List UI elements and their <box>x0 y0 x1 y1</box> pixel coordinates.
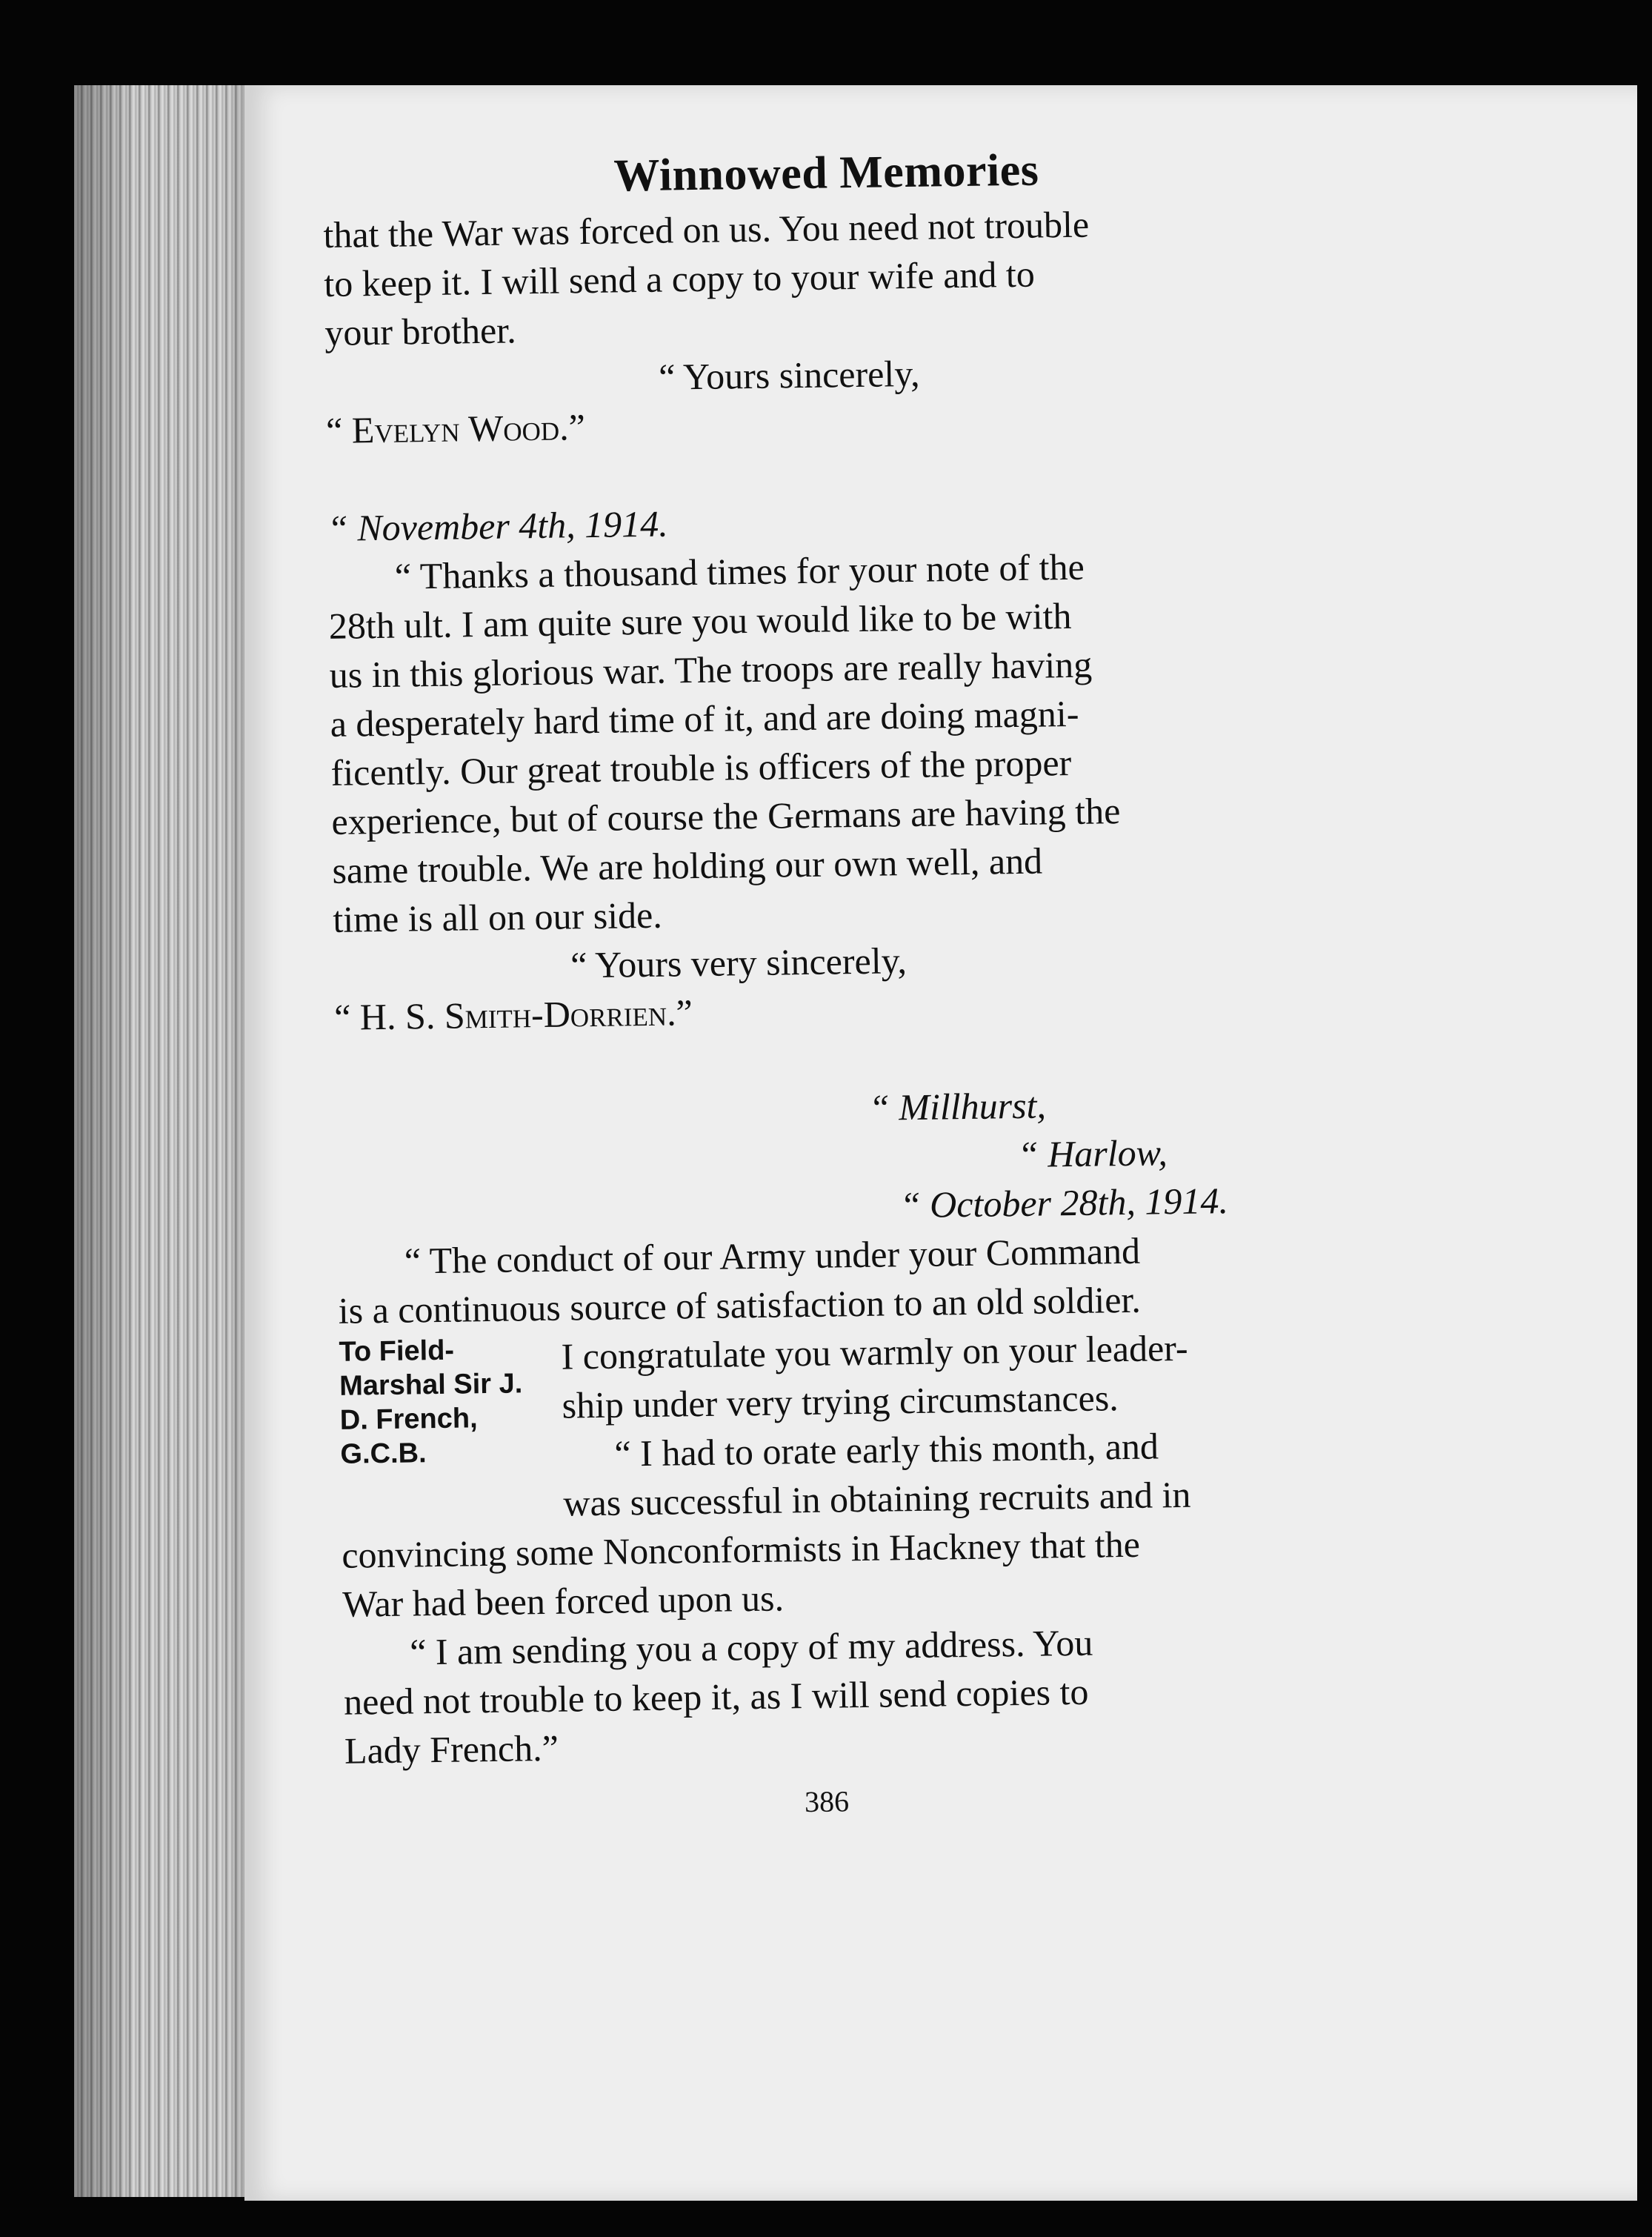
margin-note-block <box>339 1322 1305 1531</box>
text-line: convincing some Nonconformists in Hackney that the <box>341 1523 1141 1576</box>
text-line: time is all on our side. <box>333 894 663 940</box>
running-head: Winnowed Memories <box>613 144 1039 202</box>
text-line: War had been forced upon us. <box>342 1577 785 1625</box>
text-line: experience, but of course the Germans are having the <box>331 790 1121 842</box>
text-line: a desperately hard time of it, and are doing magni- <box>330 692 1079 745</box>
text-line: “ Thanks a thousand times for your note of the <box>394 545 1085 597</box>
text-line: 28th ult. I am quite sure you would like to be with <box>328 594 1072 647</box>
date-text: “ October 28th, 1914. <box>899 1180 1229 1226</box>
margin-note: To Field-Marshal Sir J. D. French, G.C.B. <box>339 1334 523 1470</box>
page-number: 386 <box>804 1784 850 1819</box>
text-line: your brother. <box>324 309 516 353</box>
text-line: is a continuous source of satisfaction to an old soldier. <box>338 1278 1142 1332</box>
address-text: “ Millhurst, <box>868 1084 1047 1129</box>
text-line: same trouble. We are holding our own well, and <box>332 840 1043 891</box>
book-page-edges <box>74 85 252 2197</box>
text-line: was successful in obtaining recruits and in <box>563 1473 1191 1524</box>
text-line: us in this glorious war. The troops are really having <box>329 643 1093 696</box>
date-text: “ November 4th, 1914. <box>327 502 669 549</box>
text-line: to keep it. I will send a copy to your wife and to <box>324 253 1036 305</box>
letter-signature: “ Evelyn Wood.” <box>325 406 586 451</box>
address-text: “ Harlow, <box>1017 1131 1168 1176</box>
text-line: “ The conduct of our Army under your Command <box>404 1229 1141 1282</box>
page-text <box>322 142 1308 1833</box>
text-line: I congratulate you warmly on your leader- <box>561 1326 1188 1377</box>
text-line: ficently. Our great trouble is officers of the proper <box>330 741 1072 794</box>
letter-signature: “ H. S. Smith-Dorrien.” <box>333 991 693 1038</box>
letter-closing: “ Yours very sincerely, <box>570 940 907 986</box>
text-line: ship under very trying circumstances. <box>562 1377 1119 1426</box>
text-line: Lady French.” <box>344 1726 559 1772</box>
margin-note-adjacent-text <box>561 1322 1305 1528</box>
text-line: need not trouble to keep it, as I will send copies to <box>343 1670 1089 1723</box>
text-line: that the War was forced on us. You need not trouble <box>323 203 1090 256</box>
text-line: “ I am sending you a copy of my address. You <box>409 1621 1093 1673</box>
letter-closing: “ Yours sincerely, <box>658 352 920 398</box>
text-line: “ I had to orate early this month, and <box>614 1425 1159 1475</box>
